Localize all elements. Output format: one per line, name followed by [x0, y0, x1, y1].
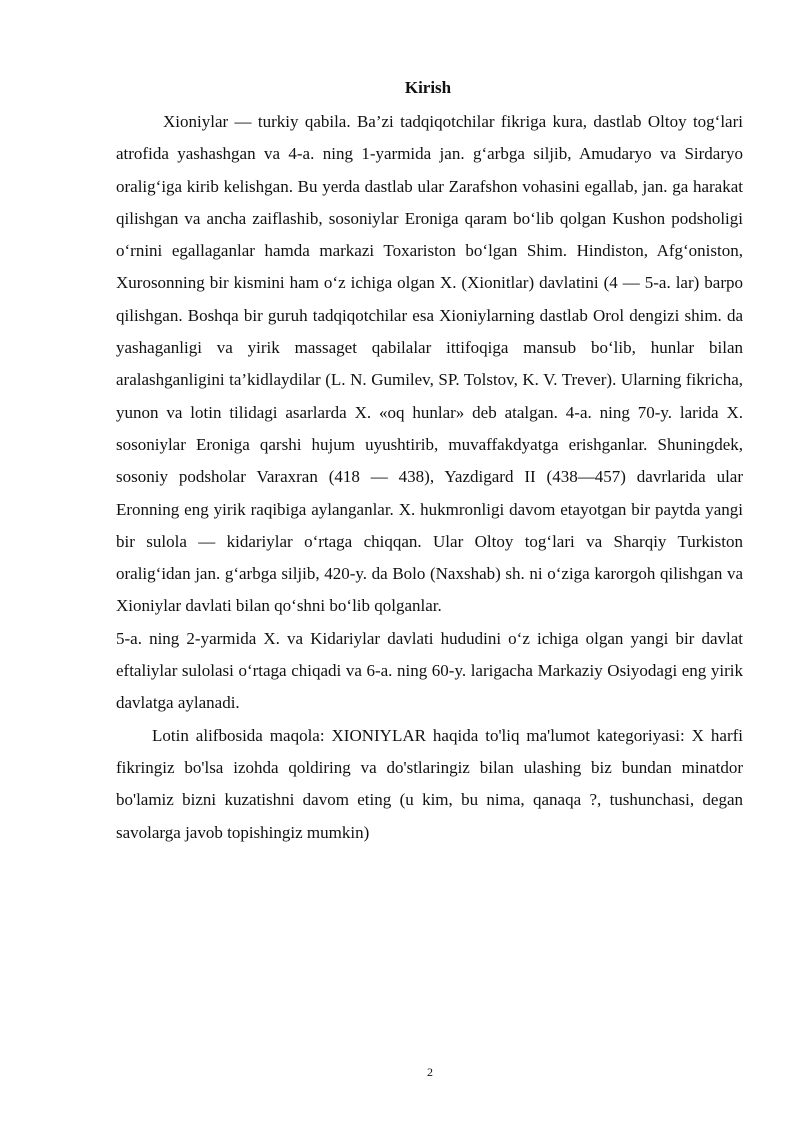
page-number: 2: [427, 1065, 433, 1079]
paragraph-1: Xioniylar — turkiy qabila. Ba’zi tadqiqotchilar fikriga kura, dastlab Oltoy tog‘lari atrofida yashashgan va 4-a. ning 1-yarmida jan. g‘arbga siljib, Amudaryo va Sirdaryo oralig‘iga kirib kelishgan. Bu yerda dastlab ular Zarafshon vohasini egallab, jan. ga harakat qilishgan va ancha zaiflashib, sosoniylar Eroniga qaram bo‘lib qolgan Kushon podsholigi o‘rnini egallaganlar hamda markazi Toxariston bo‘lgan Shim. Hindiston, Afg‘oniston, Xurosonning bir kismini ham o‘z ichiga olgan X. (Xionitlar) davlatini (4 — 5-a. lar) barpo qilishgan. Boshqa bir guruh tadqiqotchilar esa Xioniylarning dastlab Orol dengizi shim. da yashaganligi va yirik massaget qabilalar ittifoqiga mansub bo‘lib, hunlar bilan aralashganligini ta’kidlaydilar (L. N. Gumilev, SP. Tolstov, K. V. Trever). Ularning fikricha, yunon va lotin tilidagi asarlarda X. «oq hunlar» deb atalgan. 4-a. ning 70-y. larida X. sosoniylar Eroniga qarshi hujum uyushtirib, muvaffakdyatga erishganlar. Shuningdek, sosoniy podsholar Varaxran (418 — 438), Yazdigard II (438—457) davrlarida ular Eronning eng yirik raqibiga aylanganlar. X. hukmronligi davom etayotgan bir paytda yangi bir sulola — kidariylar o‘rtaga chiqqan. Ular Oltoy tog‘lari va Sharqiy Turkiston oralig‘idan jan. g‘arbga siljib, 420-y. da Bolo (Naxshab) sh. ni o‘ziga karorgoh qilishgan va Xioniylar davlati bilan qo‘shni bo‘lib qolganlar.: [116, 112, 743, 616]
page-title: Kirish: [404, 78, 452, 97]
paragraph-2: 5-a. ning 2-yarmida X. va Kidariylar davlati hududini o‘z ichiga olgan yangi bir davlat eftaliylar sulolasi o‘rtaga chiqadi va 6-a. ning 60-y. larigacha Markaziy Osiyodagi eng yirik davlatga aylanadi.: [116, 628, 743, 713]
body-text: [116, 106, 743, 849]
paragraph-3: Lotin alifbosida maqola: XIONIYLAR haqida to'liq ma'lumot kategoriyasi: X harfi fikringiz bo'lsa izohda qoldiring va do'stlaringiz bilan ulashing biz bundan minatdor bo'lamiz bizni kuzatishni davom eting (u kim, bu nima, qanaqa ?, tushunchasi, degan savolarga javob topishingiz mumkin): [116, 725, 743, 842]
